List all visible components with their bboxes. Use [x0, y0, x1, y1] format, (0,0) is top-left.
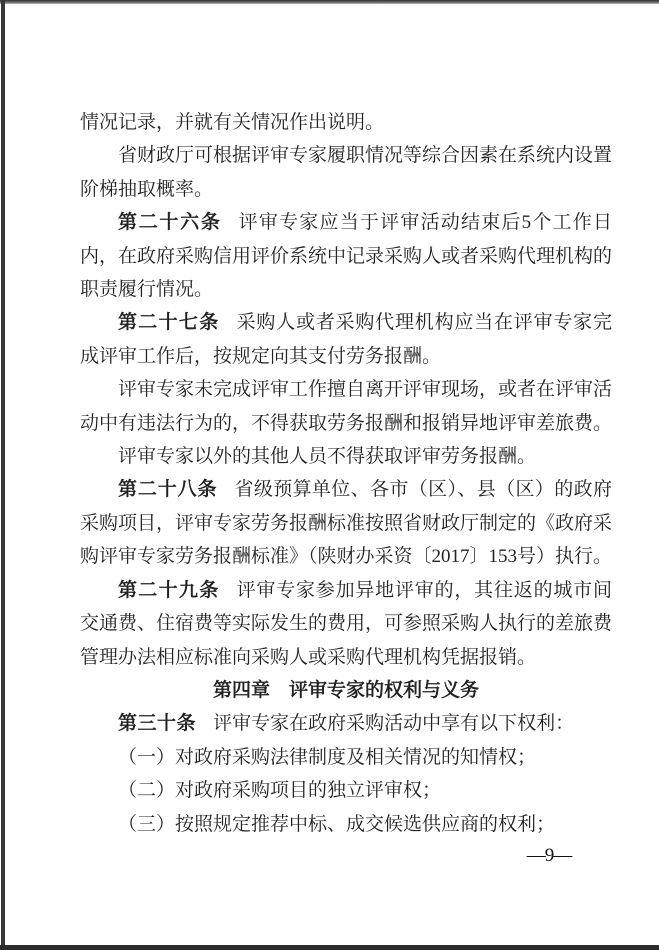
paragraph: [80, 707, 612, 740]
paragraph-text: 省财政厅可根据评审专家履职情况等综合因素在系统内设置阶梯抽取概率。: [80, 145, 613, 200]
paragraph: [80, 574, 612, 674]
paragraph-text: 省级预算单位、各市（区）、县（区）的政府采购项目，评审专家劳务报酬标准按照省财政厅制定的《政府采购评审专家劳务报酬标准》（陕财办采资〔2017〕153号）执行。: [80, 479, 613, 568]
paragraph: [80, 774, 612, 807]
paragraph: [80, 808, 612, 841]
paragraph: [80, 373, 612, 440]
article-number: 第二十六条: [118, 212, 222, 234]
paragraph: [80, 473, 612, 573]
paragraph-text: 评审专家在政府采购活动中享有以下权利：: [213, 713, 575, 735]
article-number: 第三十条: [118, 713, 197, 735]
paragraph-text: 评审专家以外的其他人员不得获取评审劳务报酬。: [118, 446, 537, 468]
paragraph-text: 第四章 评审专家的权利与义务: [212, 679, 479, 701]
paragraph-text: （三）按照规定推荐中标、成交候选供应商的权利；: [118, 813, 556, 835]
paragraph-text: （一）对政府采购法律制度及相关情况的知情权；: [118, 746, 537, 768]
scan-edge-top: [0, 0, 659, 4]
article-number: 第二十九条: [118, 579, 220, 601]
paragraph-text: 评审专家参加异地评审的，其往返的城市间交通费、住宿费等实际发生的费用，可参照采购人执行的差旅费管理办法相应标准向采购人或采购代理机构凭据报销。: [80, 579, 613, 668]
scan-edge-left: [1, 0, 5, 950]
paragraph: [80, 206, 612, 306]
paragraph-text: 情况记录，并就有关情况作出说明。: [80, 112, 385, 133]
paragraph: [80, 741, 612, 774]
paragraph: [80, 139, 612, 206]
page-number: —9—: [526, 845, 572, 866]
paragraph: [80, 306, 612, 373]
paragraph-text: （二）对政府采购项目的独立评审权；: [118, 780, 442, 802]
paragraph-text: 评审专家应当于评审活动结束后5个工作日内，在政府采购信用评价系统中记录采购人或者采购代理机构的职责履行情况。: [80, 212, 613, 301]
chapter-heading: [80, 674, 612, 707]
scan-edge-bottom: [0, 945, 659, 950]
paragraph: [80, 440, 612, 473]
paragraph-text: 评审专家未完成评审工作擅自离开评审现场，或者在评审活动中有违法行为的，不得获取劳务报酬和报销异地评审差旅费。: [80, 379, 613, 434]
paragraph-text: 采购人或者采购代理机构应当在评审专家完成评审工作后，按规定向其支付劳务报酬。: [80, 312, 612, 367]
paragraph: [80, 106, 612, 139]
article-number: 第二十七条: [118, 312, 220, 334]
article-number: 第二十八条: [118, 479, 218, 501]
document-body: [80, 106, 612, 841]
